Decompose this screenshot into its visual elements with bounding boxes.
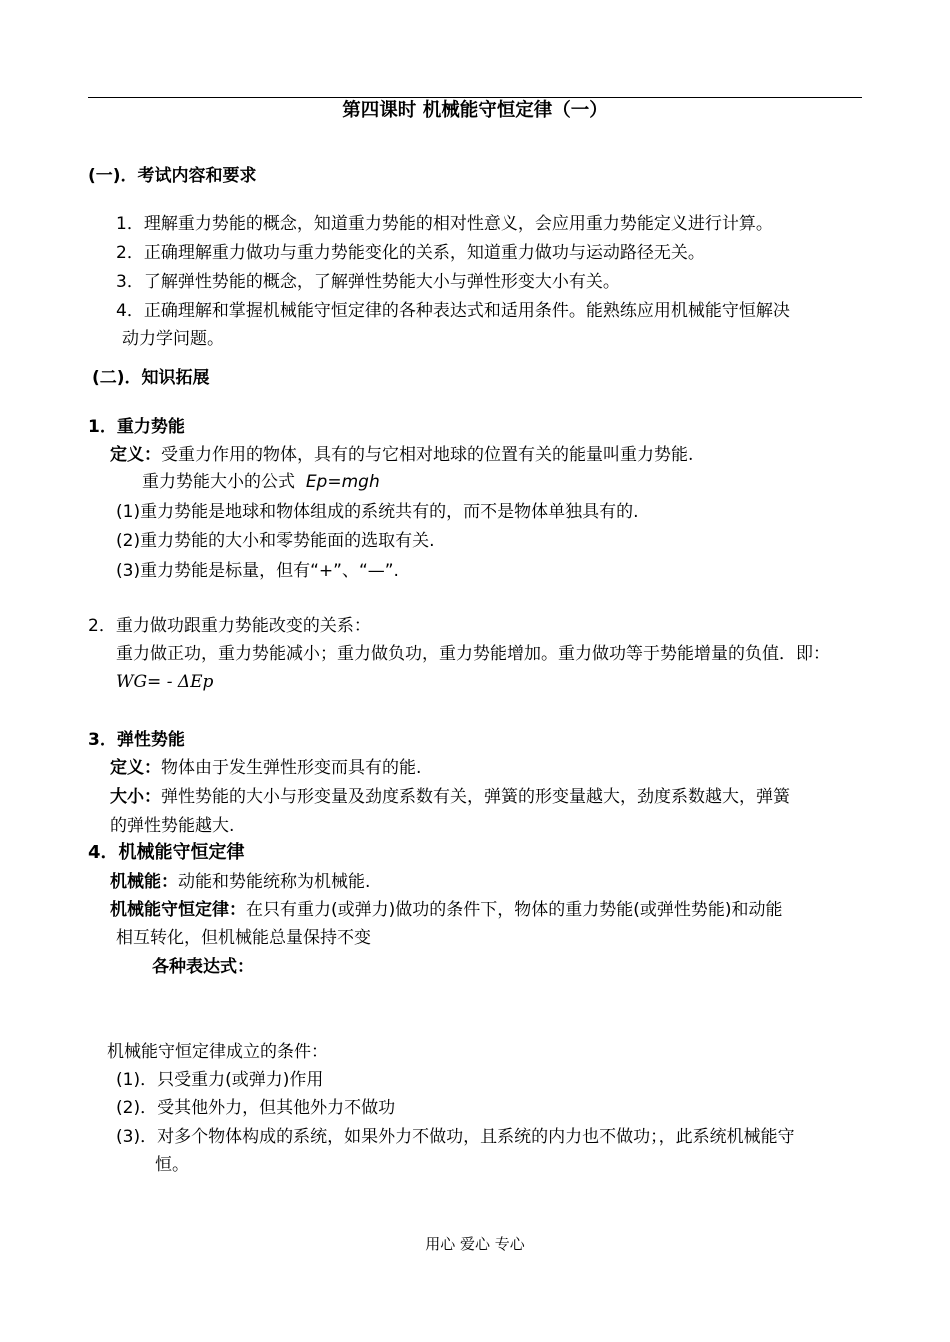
expressions-label: 各种表达式： — [152, 957, 254, 977]
page-title: 第四课时 机械能守恒定律（一） — [342, 100, 608, 121]
condition-item-3: (3)．对多个物体构成的系统，如果外力不做功，且系统的内力也不做功；，此系统机械能守 — [116, 1127, 795, 1147]
requirement-item-4-cont: 动力学问题。 — [122, 329, 224, 349]
conservation-law-def — [110, 899, 783, 921]
elastic-size-label: 大小： — [110, 787, 161, 807]
gp-point-2: (2)重力势能的大小和零势能面的选取有关. — [116, 531, 435, 551]
conservation-law-cont: 相互转化，但机械能总量保持不变 — [116, 928, 371, 948]
mechanical-energy-text: 动能和势能统称为机械能. — [178, 872, 371, 892]
requirement-item-4: 4．正确理解和掌握机械能守恒定律的各种表达式和适用条件。能熟练应用机械能守恒解决 — [116, 301, 790, 321]
conditions-heading: 机械能守恒定律成立的条件： — [107, 1042, 328, 1062]
gp-point-3: (3)重力势能是标量，但有“+”、“—”. — [116, 561, 399, 581]
gp-point-1: (1)重力势能是地球和物体组成的系统共有的，而不是物体单独具有的. — [116, 502, 639, 522]
gp-formula: Ep=mgh — [305, 472, 380, 492]
section2-heading: (二)．知识拓展 — [92, 368, 210, 388]
elastic-definition-text: 物体由于发生弹性形变而具有的能. — [161, 758, 422, 778]
requirement-item-3: 3．了解弹性势能的概念，了解弹性势能大小与弹性形变大小有关。 — [116, 272, 620, 292]
elastic-heading: 3．弹性势能 — [88, 730, 185, 750]
conservation-law-text: 在只有重力(或弹力)做功的条件下，物体的重力势能(或弹性势能)和动能 — [246, 900, 783, 920]
work-heading: 2．重力做功跟重力势能改变的关系： — [88, 616, 371, 636]
mechanical-energy-label: 机械能： — [110, 872, 178, 892]
work-formula: WG= - ΔEp — [116, 672, 214, 692]
elastic-size-cont: 的弹性势能越大. — [110, 816, 235, 836]
gp-formula-line — [142, 471, 380, 493]
condition-item-3-cont: 恒。 — [155, 1155, 189, 1175]
page-footer: 用心 爱心 专心 — [425, 1235, 525, 1253]
law-heading: 4．机械能守恒定律 — [88, 842, 245, 863]
gp-definition-label: 定义： — [110, 445, 161, 465]
header-rule — [88, 97, 862, 98]
condition-item-1: (1)．只受重力(或弹力)作用 — [116, 1070, 324, 1090]
gravitational-pe-heading: 1．重力势能 — [88, 417, 185, 437]
condition-item-2: (2)．受其他外力，但其他外力不做功 — [116, 1098, 396, 1118]
mechanical-energy-def — [110, 871, 370, 893]
elastic-definition-label: 定义： — [110, 758, 161, 778]
work-text: 重力做正功，重力势能减小；重力做负功，重力势能增加。重力做功等于势能增量的负值．即： — [116, 644, 830, 664]
elastic-size — [110, 786, 790, 808]
elastic-size-text: 弹性势能的大小与形变量及劲度系数有关，弹簧的形变量越大，劲度系数越大，弹簧 — [161, 787, 790, 807]
elastic-definition — [110, 757, 421, 779]
conservation-law-label: 机械能守恒定律： — [110, 900, 246, 920]
requirement-item-1: 1．理解重力势能的概念，知道重力势能的相对性意义，会应用重力势能定义进行计算。 — [116, 214, 773, 234]
gp-formula-label: 重力势能大小的公式 — [142, 472, 295, 492]
gp-definition-text: 受重力作用的物体，具有的与它相对地球的位置有关的能量叫重力势能. — [161, 445, 694, 465]
requirement-item-2: 2．正确理解重力做功与重力势能变化的关系，知道重力做功与运动路径无关。 — [116, 243, 705, 263]
gp-definition — [110, 444, 693, 466]
section1-heading: (一)．考试内容和要求 — [88, 166, 257, 186]
